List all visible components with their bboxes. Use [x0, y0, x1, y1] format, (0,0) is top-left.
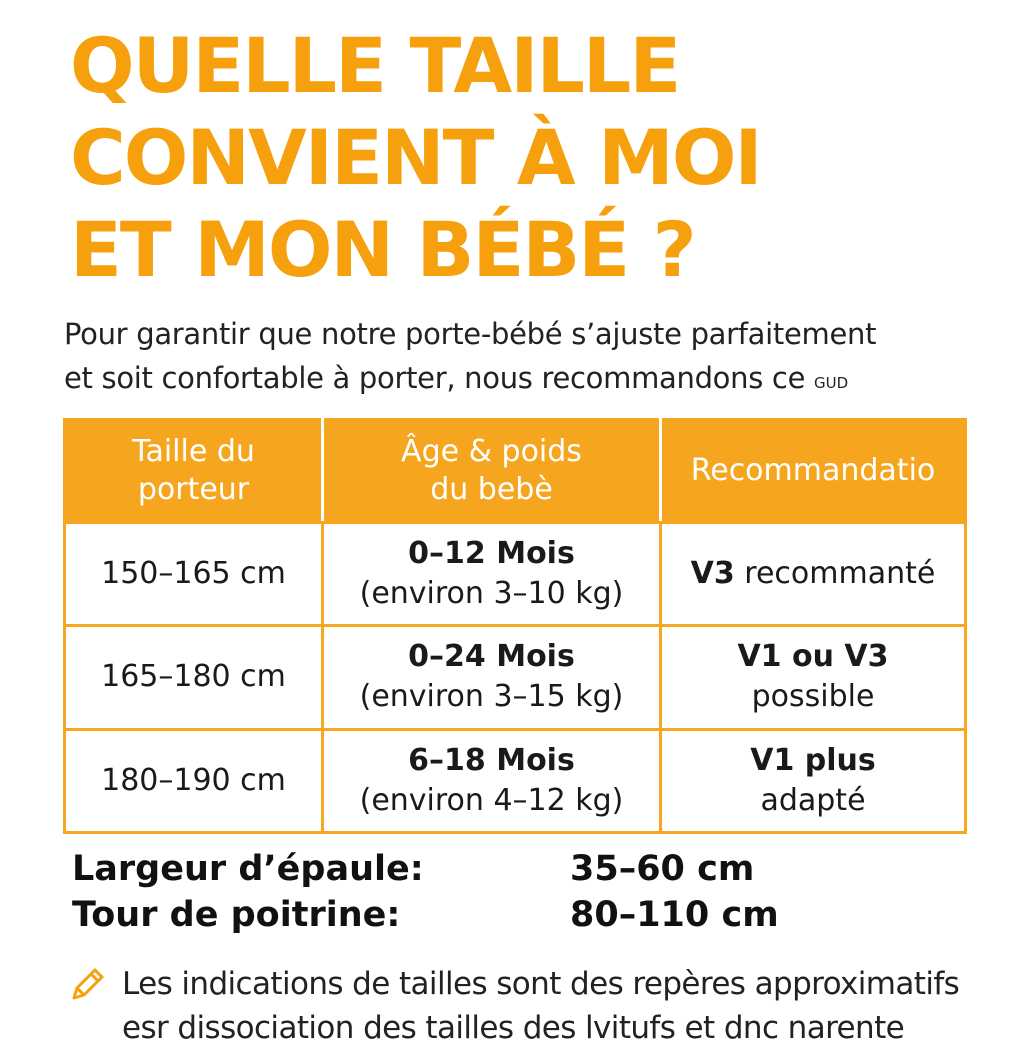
chest-size-label: Tour de poitrine:: [72, 895, 401, 935]
page-title: [70, 20, 970, 296]
recommendation-text: possible: [751, 679, 875, 715]
wearer-height-cell: 150–165 cm: [65, 523, 323, 626]
baby-weight: (environ 3–10 kg): [359, 576, 624, 612]
title-line-3: ET MON BÉBÉ ?: [70, 205, 695, 294]
table-row: [65, 729, 966, 832]
size-table: [63, 418, 967, 834]
header-wearer-height-line1: Taille du: [132, 434, 255, 469]
pencil-icon: [68, 964, 108, 1004]
baby-weight: (environ 4–12 kg): [359, 782, 624, 818]
header-baby-age-line2: du bebè: [430, 472, 553, 507]
wearer-height-cell: 180–190 cm: [65, 729, 323, 832]
shoulder-width-value: 35–60 cm: [570, 849, 755, 889]
header-recommendation: [661, 420, 966, 523]
table-header-row: [65, 420, 966, 523]
note-line-1: Les indications de tailles sont des repères approximatifs: [122, 966, 960, 1002]
baby-weight: (environ 3–15 kg): [359, 679, 624, 715]
recommended-model: V1 plus: [750, 742, 876, 778]
intro-line-1: Pour garantir que notre porte-bébé s’ajuste parfaitement: [64, 317, 877, 351]
recommendation-cell: [661, 626, 966, 729]
title-line-1: QUELLE TAILLE: [70, 21, 680, 110]
recommendation-cell: [661, 729, 966, 832]
note-line-2: esr dissociation des tailles des lvitufs et dnc narente: [122, 1010, 905, 1046]
header-recommendation-line1: Recommandatio: [690, 453, 936, 488]
recommended-model: V1 ou V3: [737, 639, 889, 675]
baby-age: 0–12 Mois: [408, 536, 575, 572]
recommendation-cell: [661, 523, 966, 626]
wearer-height-cell: 165–180 cm: [65, 626, 323, 729]
baby-age-weight-cell: [323, 626, 661, 729]
table-row: [65, 523, 966, 626]
intro-line-2-text: et soit confortable à porter, nous recommandons ce: [64, 361, 806, 395]
header-baby-age-weight: [323, 420, 661, 523]
size-note: [64, 960, 1004, 1046]
baby-age-weight-cell: [323, 729, 661, 832]
header-wearer-height: [65, 420, 323, 523]
header-wearer-height-line2: porteur: [137, 472, 250, 507]
intro-paragraph: [64, 312, 994, 405]
baby-age: 6–18 Mois: [408, 742, 575, 778]
recommendation-text: recommanté: [734, 556, 936, 592]
title-line-2: CONVIENT À MOI: [70, 113, 761, 202]
intro-line-2: [64, 356, 994, 405]
recommendation-text: adapté: [760, 782, 866, 818]
table-row: [65, 626, 966, 729]
baby-age-weight-cell: [323, 523, 661, 626]
shoulder-width-label: Largeur d’épaule:: [72, 849, 424, 889]
header-baby-age-line1: Âge & poids: [401, 434, 582, 469]
recommended-model: V3: [690, 556, 735, 592]
chest-size-value: 80–110 cm: [570, 895, 779, 935]
intro-line-2-tail: GUD: [814, 374, 849, 392]
baby-age: 0–24 Mois: [408, 639, 575, 675]
